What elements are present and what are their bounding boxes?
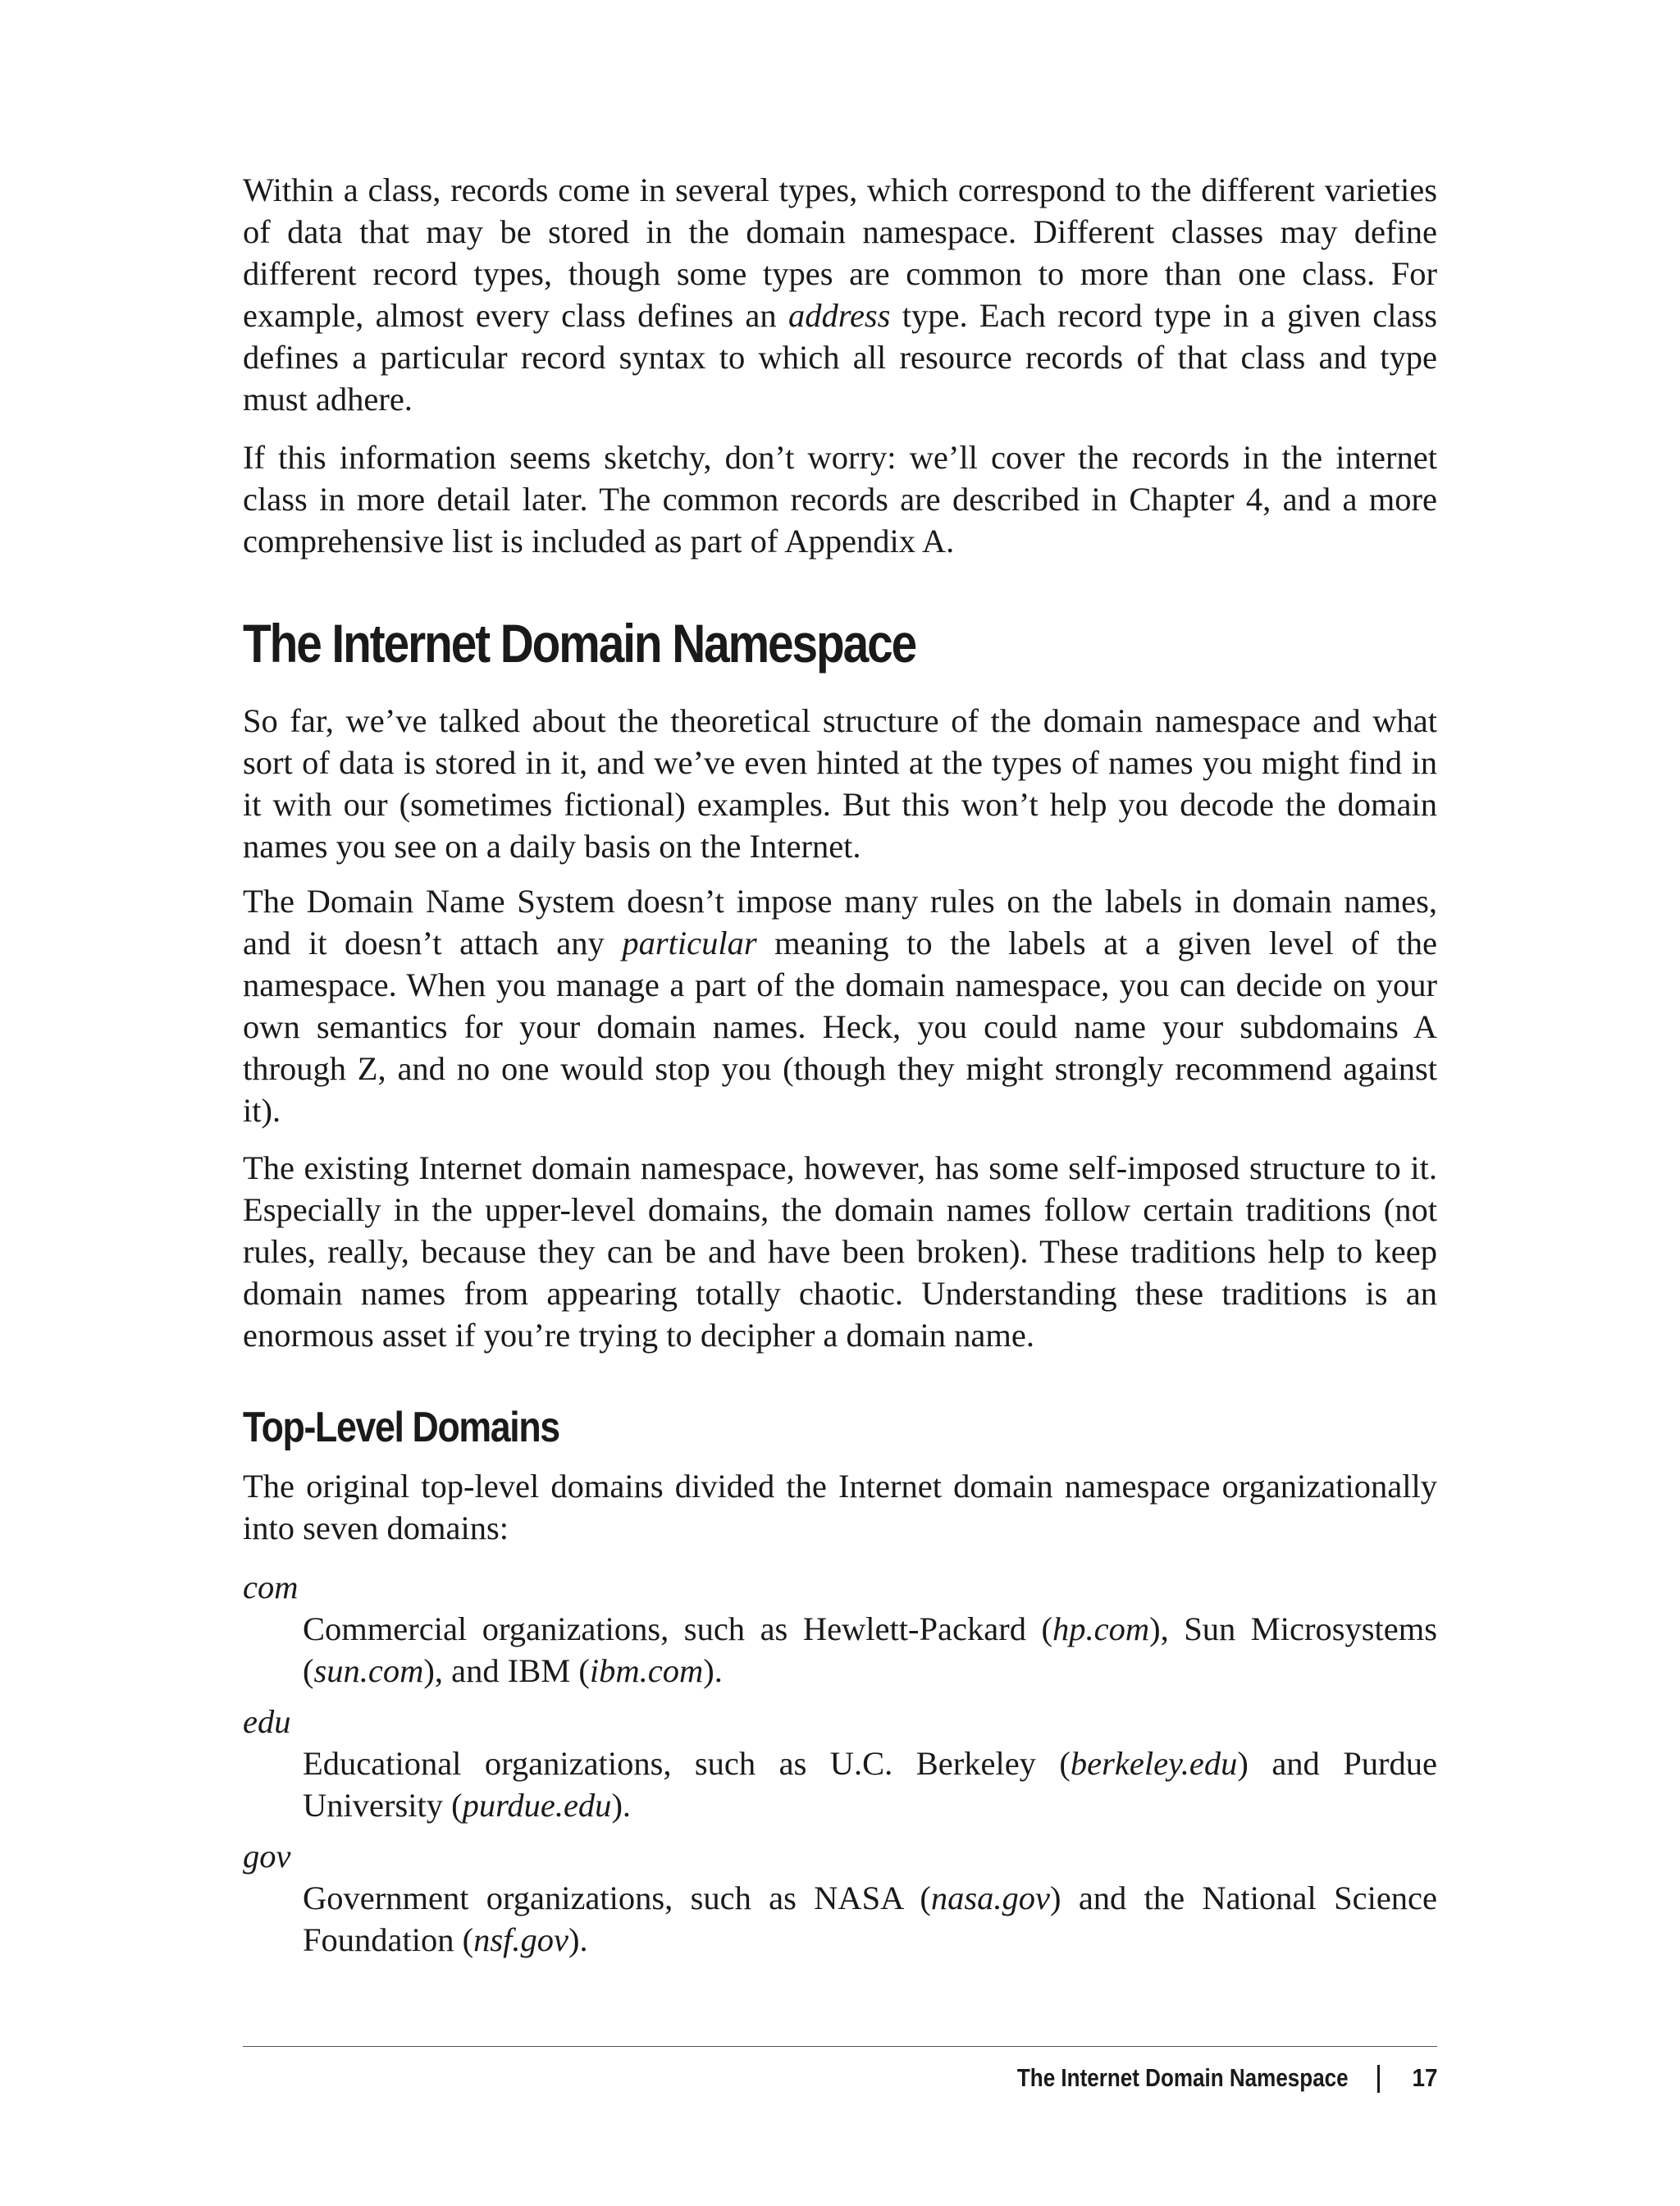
page-number: 17 — [1411, 2063, 1437, 2092]
paragraph-original-tlds: The original top-level domains divided the Internet domain namespace organizationally into seven domains: — [243, 1468, 1437, 1546]
paragraph-dns-rules — [243, 880, 1437, 1131]
paragraph-so-far: So far, we’ve talked about the theoretical structure of the domain namespace and what sort of data is stored in it, and we’ve even hinted at the types of names you might find in it with our (sometimes fictional) examples. But this won’t help you decode the domain names you see on a daily basis on the Internet. — [243, 702, 1437, 865]
page-footer — [243, 2058, 1437, 2099]
domain-definition-edu — [303, 1742, 1437, 1826]
domain-example: purdue.edu — [462, 1787, 612, 1824]
domain-example: nasa.gov — [930, 1879, 1051, 1916]
definition-text: ) and Purdue University ( — [303, 1745, 1437, 1824]
domain-example: ibm.com — [589, 1652, 704, 1689]
paragraph-text: type. Each record type in a given class defines a particular record syntax to which all resource records of that class and type must adhere. — [243, 297, 1437, 418]
emphasis-address: address — [788, 297, 891, 334]
emphasis-particular: particular — [622, 925, 757, 961]
paragraph-sketchy-info: If this information seems sketchy, don’t worry: we’ll cover the records in the internet class in more detail later. The common records are described in Chapter 4, and a more comprehensive list is included as part of Appendix A. — [243, 439, 1437, 559]
paragraph-existing-namespace: The existing Internet domain namespace, however, has some self-imposed structure to it. Especially in the upper-level domains, the domain names follow certain traditions (not rules, really, because they can be and have been broken). These traditions help to keep domain names from appearing totally chaotic. Understanding these traditions is an enormous asset if you’re trying to decipher a domain name. — [243, 1149, 1437, 1354]
definition-text: ). — [568, 1921, 588, 1958]
definition-text: ). — [611, 1787, 632, 1824]
paragraph-text: Within a class, records come in several types, which correspond to the different varieties of data that may be stored in the domain namespace. Different classes may define different record types, though some types are common to more than one class. For example, almost every class defines an — [243, 171, 1437, 334]
definition-text: Commercial organizations, such as Hewlett-Packard ( — [303, 1610, 1052, 1647]
domain-term-com: com — [243, 1569, 299, 1605]
domain-example: berkeley.edu — [1070, 1745, 1238, 1782]
definition-text: ) and the National Science Foundation ( — [303, 1879, 1437, 1958]
book-page — [243, 0, 1437, 2206]
footer-chapter-title: The Internet Domain Namespace — [1017, 2063, 1349, 2092]
definition-text: Government organizations, such as NASA ( — [303, 1879, 931, 1916]
domain-definition-gov — [303, 1877, 1437, 1961]
footer-separator — [1377, 2065, 1380, 2093]
domain-example: nsf.gov — [473, 1921, 568, 1958]
domain-example: hp.com — [1052, 1610, 1150, 1647]
definition-text: ). — [703, 1652, 723, 1689]
domain-definition-com — [303, 1608, 1437, 1692]
subsection-heading: Top-Level Domains — [243, 1404, 559, 1451]
domain-term-gov: gov — [243, 1838, 291, 1875]
definition-text: Educational organizations, such as U.C. Berkeley ( — [303, 1745, 1071, 1782]
section-heading: The Internet Domain Namespace — [243, 613, 916, 674]
paragraph-text: meaning to the labels at a given level of the namespace. When you manage a part of the domain namespace, you can decide on your own semantics for your domain names. Heck, you could name your subdomains A through Z, and no one would stop you (though they might strongly recommend against it). — [243, 925, 1437, 1129]
domain-example: sun.com — [313, 1652, 424, 1689]
definition-text: ), Sun Microsystems ( — [303, 1610, 1437, 1689]
footer-divider — [243, 2046, 1437, 2047]
domain-term-edu: edu — [243, 1703, 291, 1740]
paragraph-record-types — [243, 169, 1437, 420]
definition-text: ), and IBM ( — [423, 1652, 590, 1689]
paragraph-text: The Domain Name System doesn’t impose many rules on the labels in domain names, and it doesn’t attach any — [243, 883, 1437, 961]
